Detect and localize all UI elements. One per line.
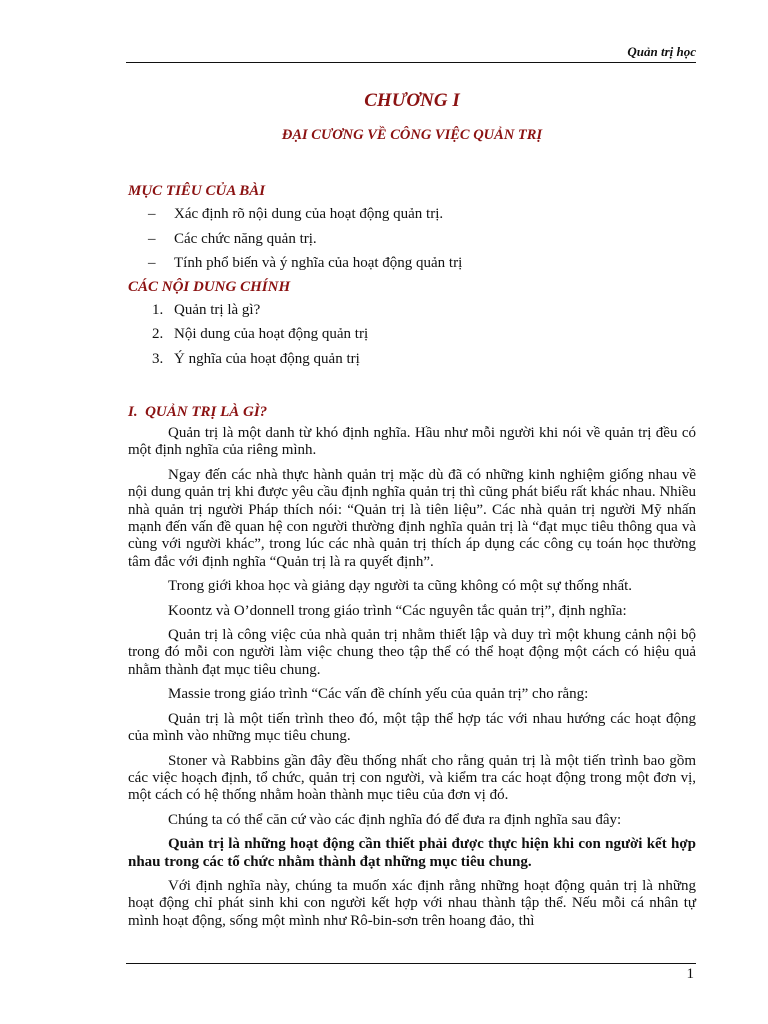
paragraph: Massie trong giáo trình “Các vấn đề chính yếu của quản trị” cho rằng: [168,686,589,703]
list-item [128,298,696,323]
chapter-title: CHƯƠNG I [364,90,460,111]
list-number: 1. [152,301,164,318]
list-item-text: Tính phổ biến và ý nghĩa của hoạt động quản trị [174,255,463,271]
list-item-text: Quản trị là gì? [174,301,261,318]
dash-marker: – [148,255,156,271]
paragraph: Trong giới khoa học và giảng dạy người ta cũng không có một sự thống nhất. [168,578,633,595]
list-item [128,322,696,347]
list-item [128,202,696,227]
chapter-subtitle: ĐẠI CƯƠNG VỀ CÔNG VIỆC QUẢN TRỊ [281,127,543,143]
list-item-text: Nội dung của hoạt động quản trị [174,326,369,342]
list-item-text: Xác định rõ nội dung của hoạt động quản trị. [174,206,444,222]
list-number: 2. [152,326,164,342]
objectives-heading: MỤC TIÊU CỦA BÀI [128,183,266,199]
list-item [128,347,696,372]
dash-marker: – [148,230,156,247]
list-number: 3. [152,350,164,367]
paragraph: Chúng ta có thể căn cứ vào các định nghĩa đó để đưa ra định nghĩa sau đây: [168,811,622,828]
running-header: Quản trị học [627,44,696,59]
section-heading-quan-tri: I. QUẢN TRỊ LÀ GÌ? [128,404,268,420]
paragraph: Quản trị là một danh từ khó định nghĩa. Hầu như mỗi người khi nói về quản trị đều có một định nghĩa của riêng mình. [128,425,696,459]
footer-rule [126,963,696,964]
paragraph: Quản trị là một tiến trình theo đó, một tập thể hợp tác với nhau hướng các hoạt động của mình vào những mục tiêu chung. [128,710,696,745]
dash-marker: – [148,206,156,222]
definition-paragraph: Quản trị là những hoạt động cần thiết phải được thực hiện khi con người kết hợp nhau trong các tổ chức nhằm thành đạt những mục tiêu chung. [128,836,696,870]
list-item-text: Ý nghĩa của hoạt động quản trị [174,350,360,367]
paragraph: Quản trị là công việc của nhà quản trị nhằm thiết lập và duy trì một khung cảnh nội bộ trong đó mỗi con người làm việc chung theo tập thể có thể hoạt động một cách có hiệu quả nhằm thành đạt mục tiêu chung. [128,627,696,678]
paragraph: Koontz và O’donnell trong giáo trình “Các nguyên tắc quản trị”, định nghĩa: [168,602,627,619]
contents-list [128,298,696,372]
paragraph: Với định nghĩa này, chúng ta muốn xác định rằng những hoạt động quản trị là những hoạt động chỉ phát sinh khi con người kết hợp với nhau thành tập thể. Nếu mỗi cá nhân tự mình hoạt động, sống một mình như Rô-bin-sơn trên hoang đảo, thì [128,877,696,929]
paragraph: Ngay đến các nhà thực hành quản trị mặc dù đã có những kinh nghiệm giống nhau về nội dung quản trị khi được yêu cầu định nghĩa quản trị thì cũng phát biểu rất khác nhau. Nhiều nhà quản trị người Pháp thích nói: “Quản trị là tiên liệu”. Các nhà quản trị người Mỹ nhấn mạnh đến vấn đề quan hệ con người thường định nghĩa quản trị là “đạt mục tiêu thông qua và cùng với người khác”, trong lúc các nhà quản trị thích áp dụng các công cụ toán học thường tâm đắc với định nghĩa “Quản trị là ra quyết định”. [128,466,696,570]
list-item [128,251,696,276]
page-content [128,90,696,931]
paragraph: Stoner và Rabbins gần đây đều thống nhất cho rằng quản trị là một tiến trình bao gồm các việc hoạch định, tổ chức, quản trị con người, và kiểm tra các hoạt động trong một đơn vị, một cách có hệ thống nhằm hoàn thành mục tiêu của đơn vị đó. [128,752,696,804]
page-number: 1 [686,966,694,982]
list-item-text: Các chức năng quản trị. [174,230,317,247]
header-rule [126,62,696,63]
contents-heading: CÁC NỘI DUNG CHÍNH [128,278,291,295]
objectives-list [128,202,696,276]
list-item [128,227,696,252]
